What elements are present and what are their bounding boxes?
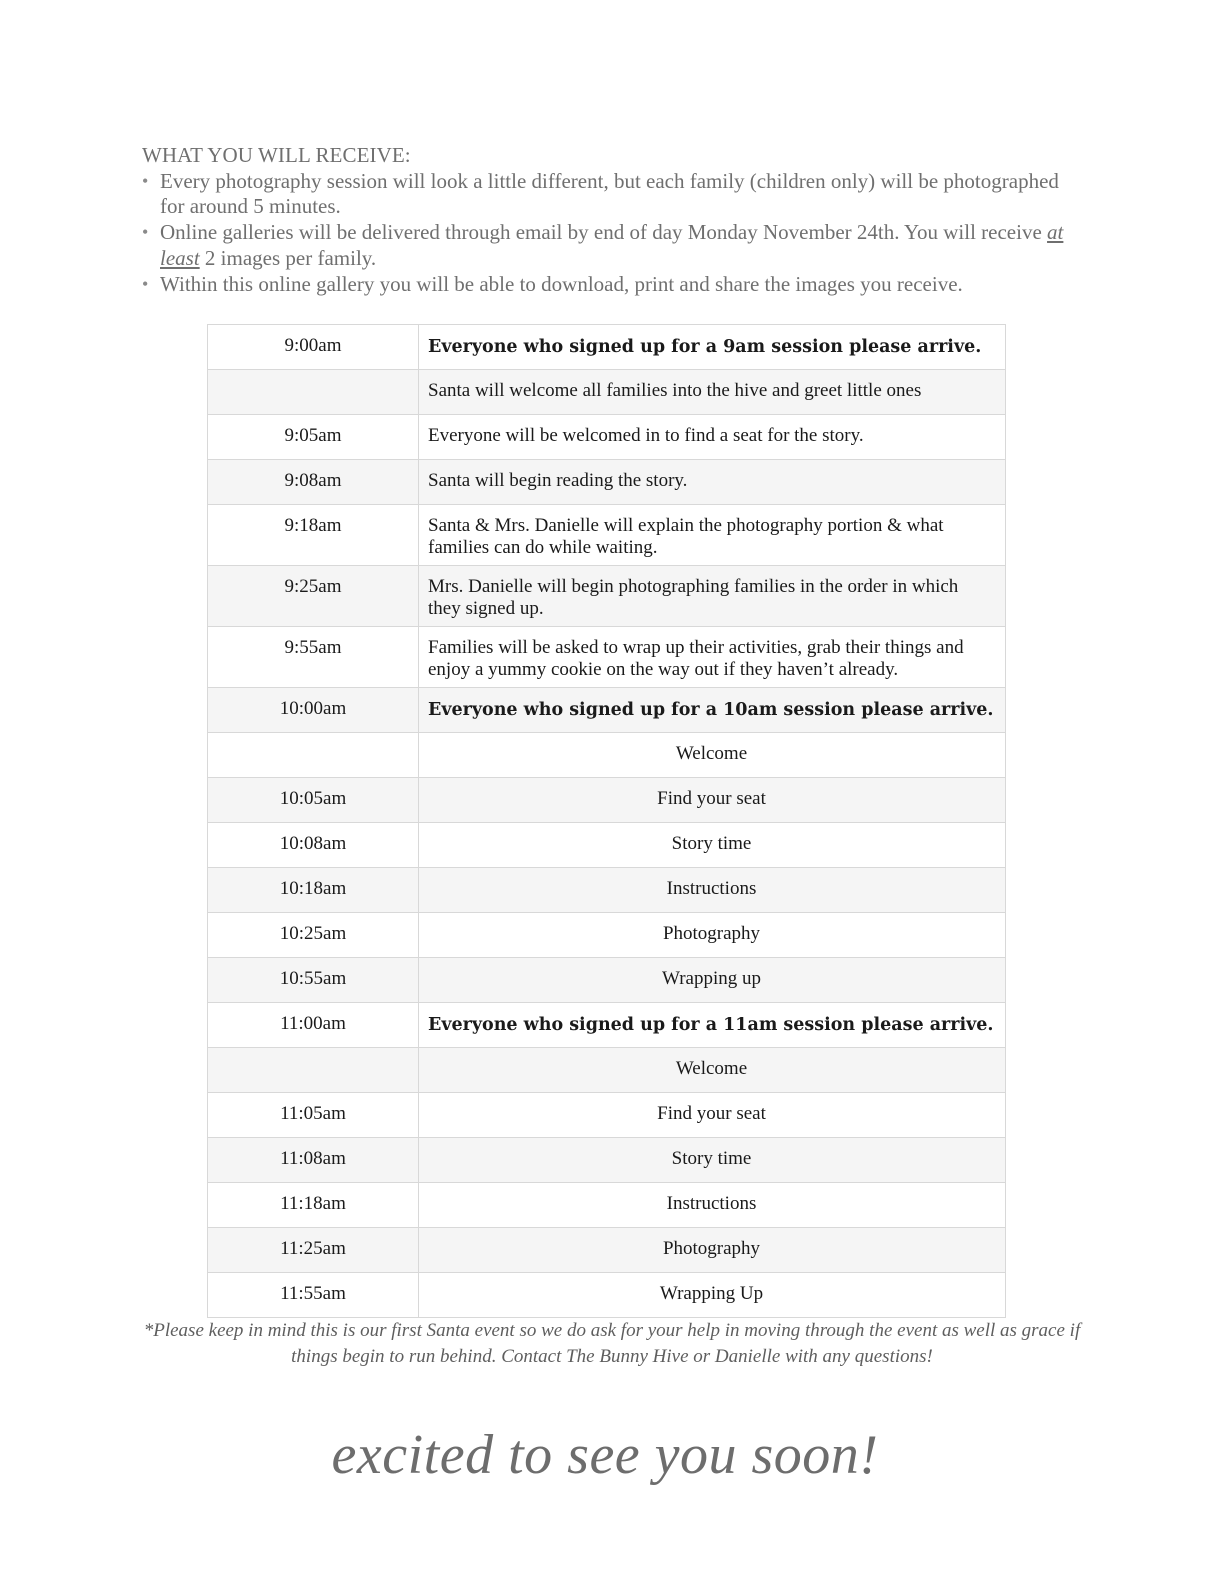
schedule-time: 9:55am: [208, 627, 419, 688]
schedule-activity: Wrapping up: [419, 958, 1006, 1003]
images-per-family-text: 2 images per family.: [199, 245, 377, 270]
schedule-row: [208, 370, 1006, 415]
receive-heading: WHAT YOU WILL RECEIVE:: [142, 143, 411, 167]
schedule-time: [208, 1048, 419, 1093]
schedule-time: 9:08am: [208, 460, 419, 505]
session-arrival-notice: Everyone who signed up for a 10am session please arrive.: [419, 688, 1006, 733]
schedule-activity: Santa will welcome all families into the hive and greet little ones: [419, 370, 1006, 415]
schedule-row: [208, 325, 1006, 370]
schedule-row: [208, 868, 1006, 913]
schedule-activity: Photography: [419, 1228, 1006, 1273]
event-footnote: *Please keep in mind this is our first Santa event so we do ask for your help in moving through the event as well as grace if things begin to run behind. Contact The Bunny Hive or Danielle with any questions!: [143, 1320, 1081, 1367]
schedule-time: 10:55am: [208, 958, 419, 1003]
what-you-will-receive-section: [142, 143, 1082, 297]
schedule-time: 9:05am: [208, 415, 419, 460]
schedule-activity: Story time: [419, 823, 1006, 868]
schedule-row: [208, 460, 1006, 505]
schedule-row: [208, 1138, 1006, 1183]
schedule-time: 11:08am: [208, 1138, 419, 1183]
schedule-row: [208, 627, 1006, 688]
schedule-row: [208, 688, 1006, 733]
schedule-row: [208, 1273, 1006, 1318]
schedule-activity: Instructions: [419, 1183, 1006, 1228]
at-least-emphasis: at least: [160, 220, 1064, 270]
schedule-activity: Santa & Mrs. Danielle will explain the photography portion & what families can do while waiting.: [419, 505, 1006, 566]
schedule-time: 9:18am: [208, 505, 419, 566]
schedule-activity: Wrapping Up: [419, 1273, 1006, 1318]
schedule-activity: Instructions: [419, 868, 1006, 913]
schedule-time: 11:55am: [208, 1273, 419, 1318]
schedule-row: [208, 958, 1006, 1003]
schedule-row: [208, 733, 1006, 778]
schedule-row: [208, 566, 1006, 627]
schedule-activity: Find your seat: [419, 1093, 1006, 1138]
schedule-row: [208, 823, 1006, 868]
schedule-time: 10:05am: [208, 778, 419, 823]
receive-bullet-gallery-download: • Within this online gallery you will be able to download, print and share the images you receive.: [142, 272, 1082, 298]
schedule-row: [208, 778, 1006, 823]
schedule-activity: Find your seat: [419, 778, 1006, 823]
schedule-time: 9:00am: [208, 325, 419, 370]
schedule-activity: Welcome: [419, 1048, 1006, 1093]
schedule-time: 9:25am: [208, 566, 419, 627]
schedule-activity: Santa will begin reading the story.: [419, 460, 1006, 505]
session-arrival-notice: Everyone who signed up for a 11am session please arrive.: [419, 1003, 1006, 1048]
schedule-row: [208, 1228, 1006, 1273]
schedule-time: 11:18am: [208, 1183, 419, 1228]
schedule-time: 10:25am: [208, 913, 419, 958]
schedule-row: [208, 1048, 1006, 1093]
schedule-time: [208, 733, 419, 778]
schedule-row: [208, 1093, 1006, 1138]
schedule-time: 10:00am: [208, 688, 419, 733]
schedule-time: 10:08am: [208, 823, 419, 868]
schedule-activity: Photography: [419, 913, 1006, 958]
schedule-row: [208, 1183, 1006, 1228]
receive-bullet-list: [142, 169, 1082, 298]
schedule-row: [208, 415, 1006, 460]
schedule-table: [207, 324, 1006, 1318]
schedule-activity: Mrs. Danielle will begin photographing families in the order in which they signed up.: [419, 566, 1006, 627]
gallery-delivery-text: Online galleries will be delivered through email by end of day Monday November 24th. You will receive: [160, 220, 1048, 245]
schedule-time: 11:25am: [208, 1228, 419, 1273]
schedule-time: [208, 370, 419, 415]
schedule-row: [208, 505, 1006, 566]
session-arrival-notice: Everyone who signed up for a 9am session please arrive.: [419, 325, 1006, 370]
schedule-activity: Welcome: [419, 733, 1006, 778]
schedule-activity: Everyone will be welcomed in to find a seat for the story.: [419, 415, 1006, 460]
schedule-time: 11:00am: [208, 1003, 419, 1048]
receive-bullet-session-length: • Every photography session will look a little different, but each family (children only) will be photographed for around 5 minutes.: [142, 169, 1082, 220]
schedule-activity: Story time: [419, 1138, 1006, 1183]
schedule-time: 10:18am: [208, 868, 419, 913]
closing-message: excited to see you soon!: [331, 1424, 879, 1486]
schedule-row: [208, 913, 1006, 958]
schedule-row: [208, 1003, 1006, 1048]
schedule-time: 11:05am: [208, 1093, 419, 1138]
schedule-activity: Families will be asked to wrap up their activities, grab their things and enjoy a yummy cookie on the way out if they haven’t already.: [419, 627, 1006, 688]
receive-bullet-gallery-delivery: [142, 220, 1082, 271]
